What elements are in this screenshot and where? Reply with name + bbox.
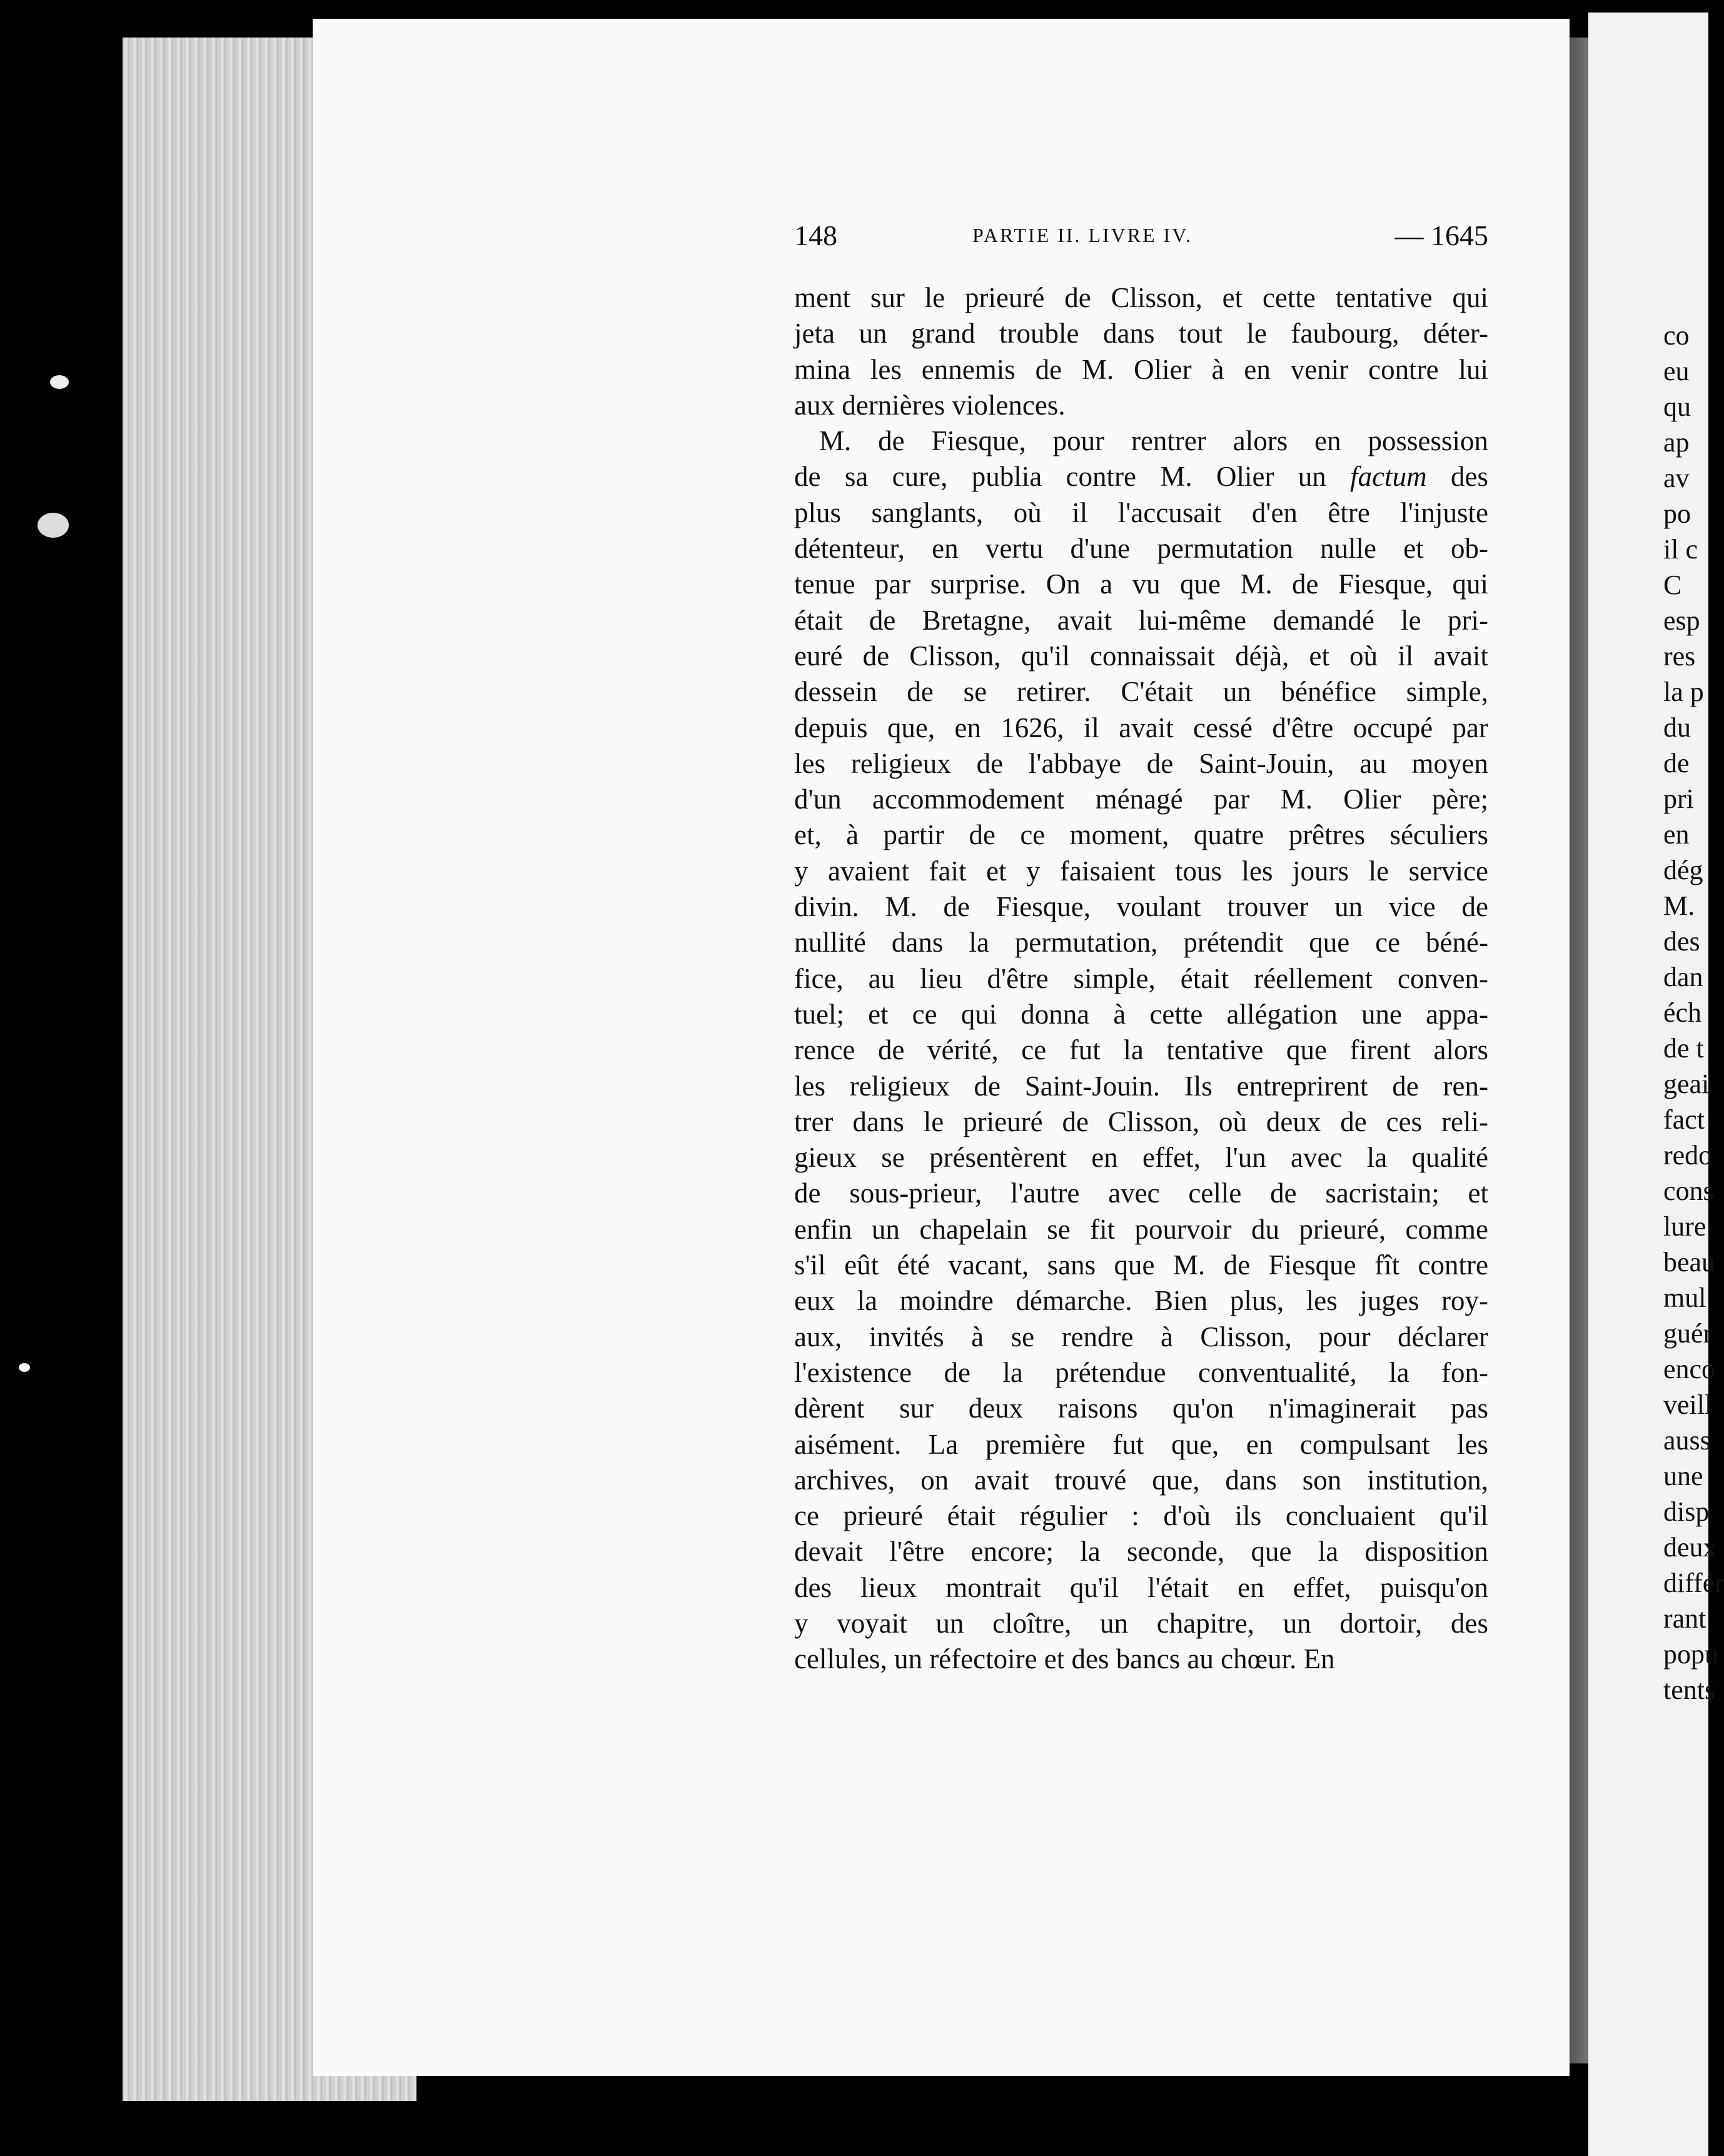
facing-page-line: eu [1663,356,1690,386]
text-line: y voyait un cloître, un chapitre, un dortoir, des [794,1607,1488,1639]
text-line: ment sur le prieuré de Clisson, et cette tentative qui [794,282,1488,313]
facing-page-line: une [1663,1461,1703,1491]
facing-page-line: cons [1663,1176,1714,1206]
text-line: fice, au lieu d'être simple, était réellement conven- [794,962,1488,994]
text-line: de sa cure, publia contre M. Olier un factum des [794,461,1488,493]
scan-speck [38,513,69,538]
facing-page-line: dan [1663,962,1703,992]
facing-page-line: guér [1663,1318,1713,1349]
facing-page-line: rant [1663,1603,1706,1634]
facing-page-line: geai [1663,1069,1710,1099]
text-line: rence de vérité, ce fut la tentative que firent alors [794,1034,1488,1066]
facing-page-line: mul [1663,1282,1706,1313]
facing-page-line: tents [1663,1675,1716,1705]
facing-page-line: il c [1663,534,1698,565]
facing-page-line: enco [1663,1354,1716,1384]
text-line: divin. M. de Fiesque, voulant trouver un vice de [794,891,1488,923]
text-line: tuel; et ce qui donna à cette allégation une appa- [794,998,1488,1030]
text-line: y avaient fait et y faisaient tous les jours le service [794,855,1488,887]
facing-page-line: disp [1663,1496,1710,1527]
text-line: dessein de se retirer. C'était un bénéfice simple, [794,676,1488,708]
facing-page-line: lure [1663,1211,1706,1242]
text-line: M. de Fiesque, pour rentrer alors en possession [819,425,1488,457]
facing-page-line: pri [1663,783,1694,814]
text-line: enfin un chapelain se fit pourvoir du prieuré, comme [794,1213,1488,1245]
running-title: PARTIE II. LIVRE IV. [972,224,1193,246]
text-line: les religieux de Saint-Jouin. Ils entreprirent de ren- [794,1070,1488,1102]
facing-page-line: M. [1663,890,1695,921]
text-line: gieux se présentèrent en effet, l'un avec la qualité [794,1142,1488,1174]
facing-page-line: C [1663,570,1682,600]
scan-speck [50,375,69,389]
facing-page-line: popu [1663,1639,1718,1670]
facing-page-line: éch [1663,997,1702,1028]
facing-page-line: redo [1663,1140,1713,1171]
text-line: l'existence de la prétendue conventualité, la fon- [794,1356,1488,1388]
facing-page-line: des [1663,926,1700,957]
scan-speck [19,1363,30,1372]
body-text [794,280,1488,1678]
text-line: était de Bretagne, avait lui-même demandé le pri- [794,604,1488,636]
page-header [794,219,1488,256]
text-line: dèrent sur deux raisons qu'on n'imaginerait pas [794,1393,1488,1424]
facing-page-line: esp [1663,605,1700,636]
facing-page-line: po [1663,498,1691,529]
text-line: tenue par surprise. On a vu que M. de Fiesque, qui [794,568,1488,600]
facing-page-line: veill [1663,1389,1713,1420]
text-line: nullité dans la permutation, prétendit que ce béné- [794,927,1488,959]
text-line: jeta un grand trouble dans tout le faubourg, déter- [794,318,1488,350]
facing-page-line: de [1663,748,1690,778]
facing-page-text [1588,318,1724,1708]
text-line: plus sanglants, où il l'accusait d'en être l'injuste [794,496,1488,528]
text-line: trer dans le prieuré de Clisson, où deux de ces reli- [794,1106,1488,1137]
text-line: détenteur, en vertu d'une permutation nulle et ob- [794,533,1488,565]
facing-page-line: qu [1663,391,1691,422]
text-line: archives, on avait trouvé que, dans son institution, [794,1464,1488,1496]
text-line: euré de Clisson, qu'il connaissait déjà, et où il avait [794,640,1488,672]
text-line: ce prieuré était régulier : d'où ils concluaient qu'il [794,1500,1488,1532]
page-number: 148 [794,219,837,251]
facing-page-line: la p [1663,677,1704,707]
text-line: devait l'être encore; la seconde, que la disposition [794,1536,1488,1568]
facing-page-line: en [1663,819,1690,850]
facing-page-line: fact [1663,1104,1705,1135]
text-line: aux, invités à se rendre à Clisson, pour déclarer [794,1321,1488,1353]
facing-page-line: dég [1663,855,1703,885]
facing-page-line: ap [1663,427,1690,458]
text-line: d'un accommodement ménagé par M. Olier père; [794,783,1488,815]
facing-page [1588,13,1724,2156]
facing-page-line: res [1663,641,1696,672]
facing-page-line: av [1663,463,1690,493]
facing-page-line: deux [1663,1532,1717,1563]
text-line: depuis que, en 1626, il avait cessé d'être occupé par [794,712,1488,743]
text-line: les religieux de l'abbaye de Saint-Jouin, au moyen [794,747,1488,779]
text-line: aisément. La première fut que, en compulsant les [794,1428,1488,1460]
facing-page-line: beau [1663,1247,1716,1277]
facing-page-line: différ [1663,1568,1724,1598]
text-line: cellules, un réfectoire et des bancs au chœur. En [794,1643,1335,1675]
facing-page-line: du [1663,712,1691,743]
text-line: s'il eût été vacant, sans que M. de Fiesque fît contre [794,1249,1488,1281]
facing-page-line: de t [1663,1033,1704,1064]
text-line: des lieux montrait qu'il l'était en effet, puisqu'on [794,1571,1488,1603]
header-year: — 1645 [1394,219,1488,251]
text-line: aux dernières violences. [794,389,1066,421]
text-line: eux la moindre démarche. Bien plus, les juges roy- [794,1285,1488,1317]
facing-page-line: auss [1663,1425,1711,1456]
text-line: et, à partir de ce moment, quatre prêtres séculiers [794,819,1488,851]
facing-page-line: co [1663,320,1690,351]
text-line: de sous-prieur, l'autre avec celle de sacristain; et [794,1177,1488,1209]
text-line: mina les ennemis de M. Olier à en venir contre lui [794,353,1488,385]
